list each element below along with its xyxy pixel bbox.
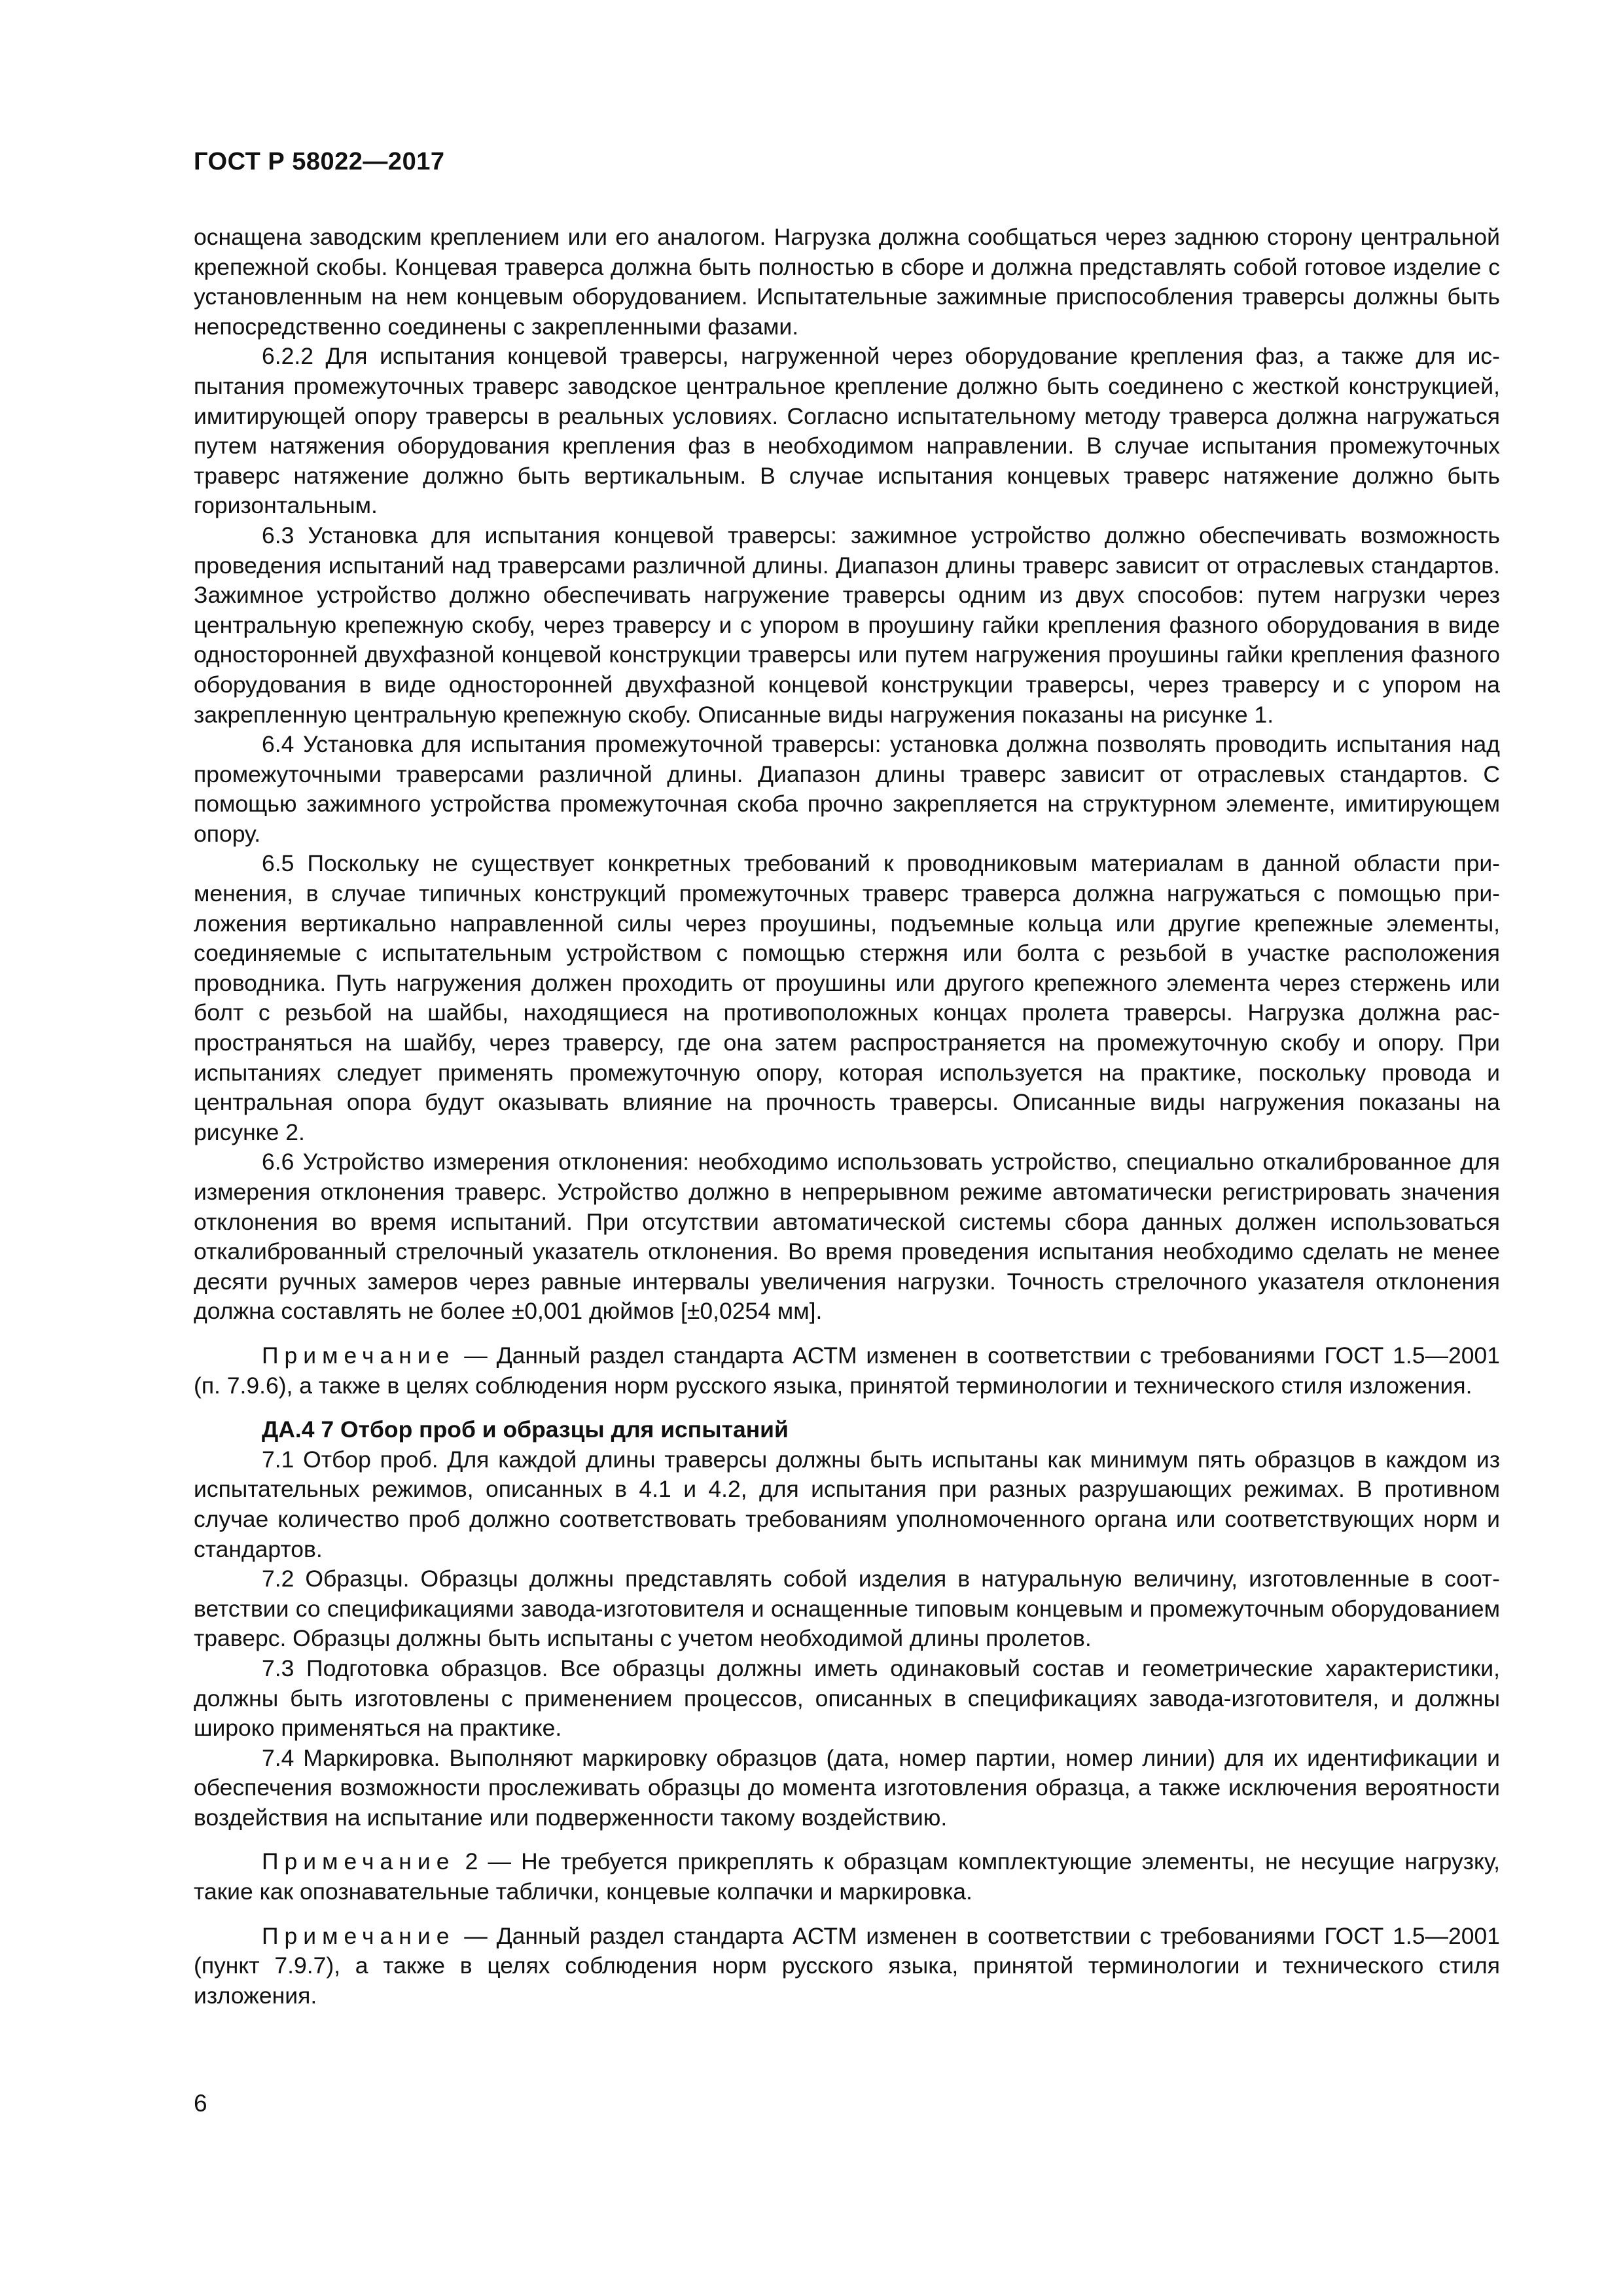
paragraph-6-2-2: 6.2.2 Для испытания концевой траверсы, нагруженной через оборудование крепления фаз, а также для испытания промежуточных траверс заводское центральное крепление должно быть соединено с жесткой конструкцией, имитирующей опору траверсы в реальных условиях. Согласно испытательному методу траверса должна нагружаться путем натяжения оборудования крепления фаз в необходимом направлении. В случае испытания промежуточных траверс натяжение должно быть вертикальным. В случае испытания концевых траверс натяжение должно быть горизонтальным. bbox=[194, 343, 1500, 519]
note-text: 2 — Не требуется прикреплять к образцам комплектующие элементы, не несущие нагрузку, такие как опознавательные таблички, концевые колпачки и маркировка. bbox=[194, 1848, 1500, 1905]
note-text: — Данный раздел стандарта АСТМ изменен в соответствии с требованиями ГОСТ 1.5—2001 (п. 7.9.6), а также в целях соблюдения норм русского языка, принятой терминологии и технического стиля изложения. bbox=[194, 1342, 1500, 1399]
document-id-header: ГОСТ Р 58022—2017 bbox=[194, 148, 445, 175]
paragraph-continuation: оснащена заводским креплением или его аналогом. Нагрузка должна сообщаться через заднюю сторону центральной крепежной скобы. Концевая траверса должна быть полностью в сборе и должна представлять собой готовое изделие с установленным на нем концевым оборудованием. Испытательные зажимные приспособления траверсы должны быть непосредственно соединены с закрепленными фазами. bbox=[194, 224, 1500, 340]
paragraph-6-5: 6.5 Поскольку не существует конкретных требований к проводниковым материалам в данной области применения, в случае типичных конструкций промежуточных траверс траверса должна нагружаться с помощью приложения вертикально направленной силы через проушины, подъемные кольца или другие крепежные элементы, соединяемые с испытательным устройством с помощью стержня или болта с резьбой в участке расположения проводника. Путь нагружения должен проходить от проушины или другого крепежного элемента через стержень или болт с резьбой на шайбы, находящиеся на противоположных концах пролета траверсы. Нагрузка должна распространяться на шайбу, через траверсу, где она затем распространяется на промежуточную скобу и опору. При испытаниях следует применять промежуточную опору, которая используется на практике, поскольку провода и центральная опора будут оказывать влияние на прочность траверсы. Описанные виды нагружения показаны на рисунке 2. bbox=[194, 850, 1500, 1145]
note-3 bbox=[194, 1922, 1500, 2011]
note-label: Примечание bbox=[262, 1922, 455, 1949]
paragraph-6-3: 6.3 Установка для испытания концевой траверсы: зажимное устройство должно обеспечивать возможность проведения испытаний над траверсами различной длины. Диапазон длины траверс зависит от отраслевых стандартов. Зажимное устройство должно обеспечивать нагружение траверсы одним из двух способов: путем нагрузки через центральную крепежную скобу, через траверсу и с упором в проушину гайки крепления фазного оборудования в виде односторонней двухфазной концевой конструкции траверсы или путем нагружения проушины гайки крепления фазного оборудования в виде односторонней двухфазной концевой конструкции траверсы, через траверсу и с упором на закрепленную центральную крепежную скобу. Описанные виды нагружения показаны на рисунке 1. bbox=[194, 522, 1500, 728]
section-heading: ДА.4 7 Отбор проб и образцы для испытаний bbox=[262, 1416, 789, 1443]
paragraph-7-2: 7.2 Образцы. Образцы должны представлять собой изделия в натуральную величину, изготовленные в соответствии со спецификациями завода-изготовителя и оснащенные типовым концевым и промежуточным оборудованием траверс. Образцы должны быть испытаны с учетом необходимой длины пролетов. bbox=[194, 1566, 1500, 1652]
note-label: Примечание bbox=[262, 1848, 455, 1875]
note-1 bbox=[194, 1341, 1500, 1401]
paragraph-7-1: 7.1 Отбор проб. Для каждой длины траверсы должны быть испытаны как минимум пять образцов в каждом из испытательных режимов, описанных в 4.1 и 4.2, для испытания при разных разрушающих режимах. В противном случае количество проб должно соответствовать требованиям уполномоченного органа или соответствующих норм и стандартов. bbox=[194, 1446, 1500, 1562]
paragraph-7-4: 7.4 Маркировка. Выполняют маркировку образцов (дата, номер партии, номер линии) для их идентификации и обеспечения возможности прослеживать образцы до момента изготовления образца, а также исключения вероятности воздействия на испытание или подверженности такому воздействию. bbox=[194, 1744, 1500, 1831]
note-text: — Данный раздел стандарта АСТМ изменен в соответствии с требованиями ГОСТ 1.5—2001 (пункт 7.9.7), а также в целях соблюдения норм русского языка, принятой терминологии и технического стиля изложения. bbox=[194, 1922, 1500, 2009]
paragraph-6-4: 6.4 Установка для испытания промежуточной траверсы: установка должна позволять проводить испытания над промежуточными траверсами различной длины. Диапазон длины траверс зависит от отраслевых стандартов. С помощью зажимного устройства промежуточная скоба прочно закрепляется на структурном элементе, имитирующем опору. bbox=[194, 731, 1500, 847]
note-label: Примечание bbox=[262, 1342, 455, 1369]
page-number: 6 bbox=[194, 2090, 207, 2117]
note-2 bbox=[194, 1847, 1500, 1907]
paragraph-7-3: 7.3 Подготовка образцов. Все образцы должны иметь одинаковый состав и геометрические характеристики, должны быть изготовлены с применением процессов, описанных в спецификациях завода-изготовителя, и должны широко применяться на практике. bbox=[194, 1655, 1500, 1742]
paragraph-6-6: 6.6 Устройство измерения отклонения: необходимо использовать устройство, специально откалиброванное для измерения отклонения траверс. Устройство должно в непрерывном режиме автоматически регистрировать значения отклонения во время испытаний. При отсутствии автоматической системы сбора данных должен использоваться откалиброванный стрелочный указатель отклонения. Во время проведения испытания необходимо сделать не менее десяти ручных замеров через равные интервалы увеличения нагрузки. Точность стрелочного указателя отклонения должна составлять не более ±0,001 дюймов [±0,0254 мм]. bbox=[194, 1149, 1500, 1325]
body-text bbox=[194, 223, 1500, 2025]
